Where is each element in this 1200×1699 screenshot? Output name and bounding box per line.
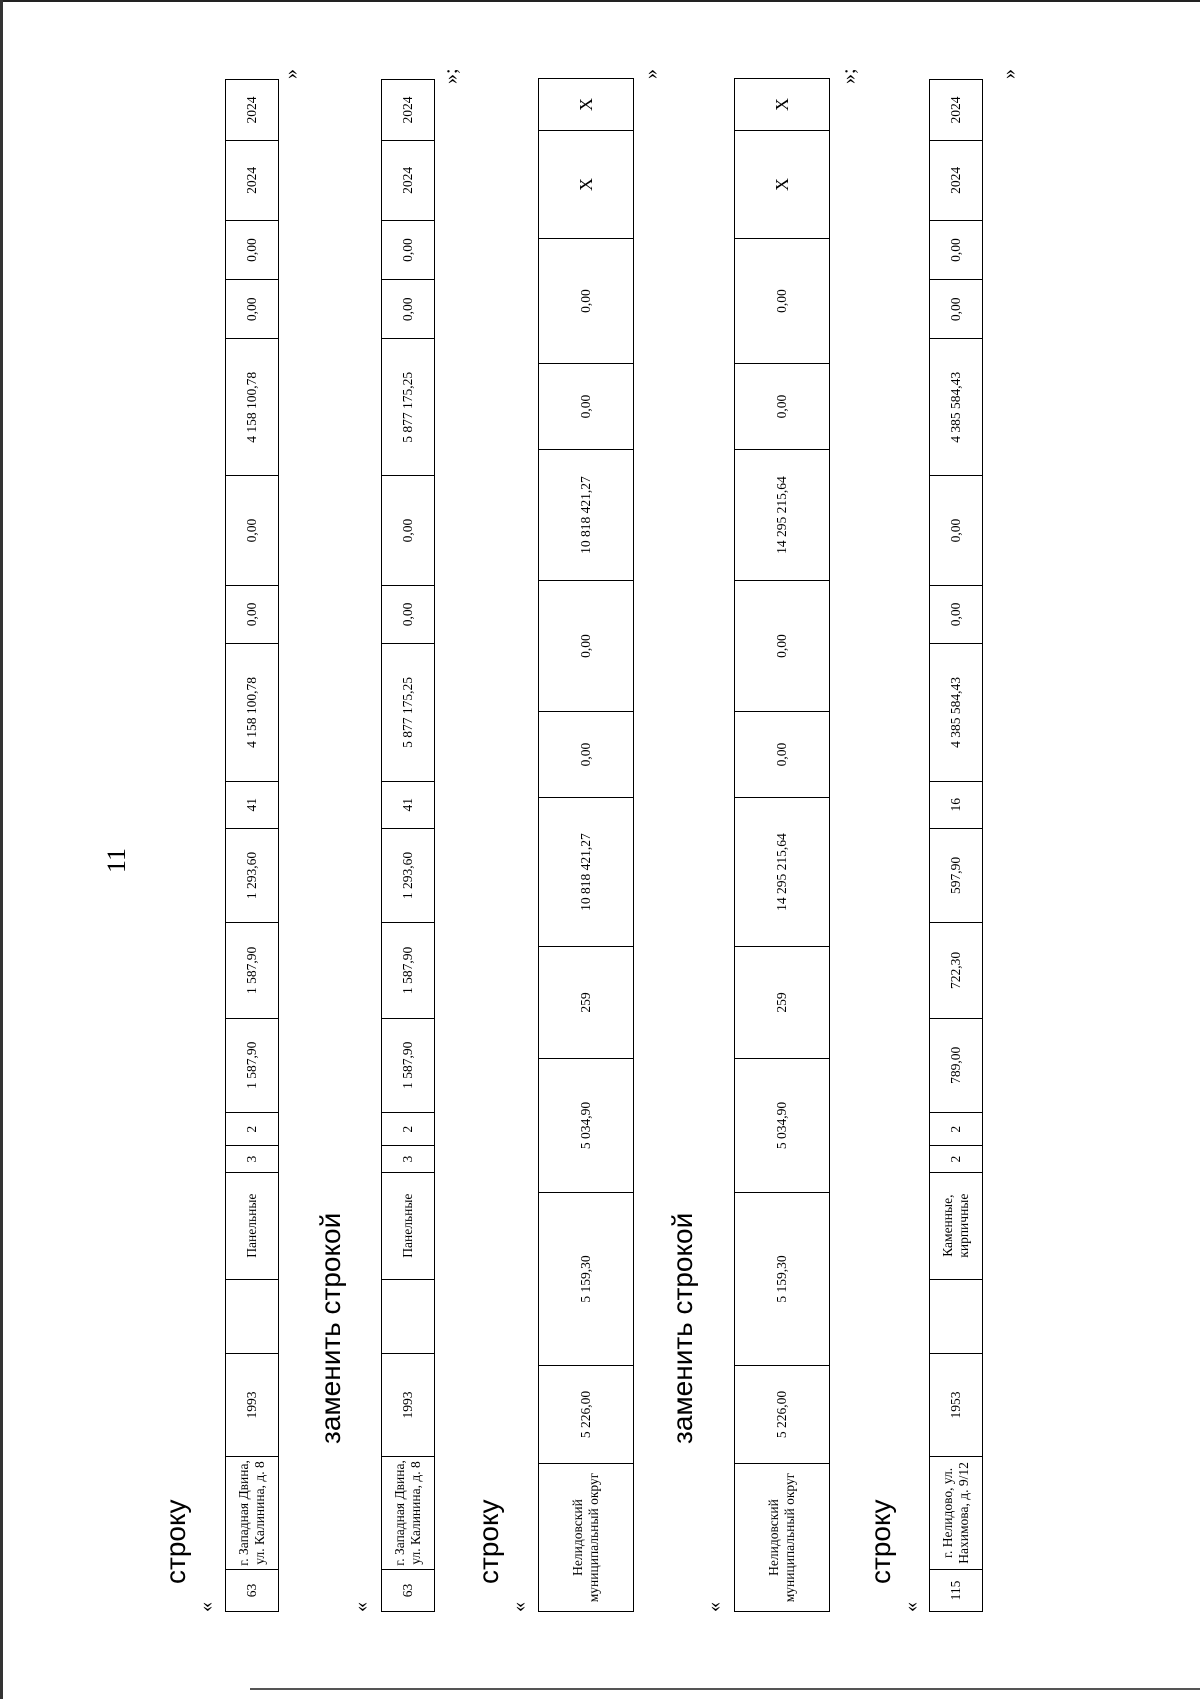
cell-other: 0,00 xyxy=(735,239,830,364)
cell-residents: 41 xyxy=(382,781,435,828)
cell-budget-region: 0,00 xyxy=(930,476,983,585)
cell-area-total: 1 587,90 xyxy=(226,1018,279,1112)
cell-address: г. Нелидово, ул. Нахимова, д. 9/12 xyxy=(930,1456,983,1569)
cell-area-total: 789,00 xyxy=(930,1018,983,1112)
open-quote: « xyxy=(195,1602,217,1612)
cell-year-plan: 2024 xyxy=(382,140,435,220)
cell-owners: 0,00 xyxy=(930,280,983,339)
cell-budget-region: 0,00 xyxy=(735,581,830,712)
cell-cost-total: 4 385 584,43 xyxy=(930,644,983,781)
cell-year-end: 2024 xyxy=(226,80,279,141)
cell-wall-material: Каменные, кирпичные xyxy=(930,1172,983,1279)
close-quote: » xyxy=(998,69,1020,79)
cell-number: 115 xyxy=(930,1570,983,1612)
open-quote: « xyxy=(900,1602,922,1612)
block-label: строку xyxy=(473,1499,504,1584)
cell-budget-municipal: 4 385 584,43 xyxy=(930,339,983,476)
cell-address: г. Западная Двина, ул. Калинина, д. 8 xyxy=(382,1456,435,1569)
cell-area-premises: 5 159,30 xyxy=(735,1193,830,1366)
cell-number: 63 xyxy=(226,1570,279,1612)
cell-year-end: 2024 xyxy=(382,80,435,141)
cell-address: г. Западная Двина, ул. Калинина, д. 8 xyxy=(226,1456,279,1569)
cell-year-plan: 2024 xyxy=(930,140,983,220)
cell-x-mark: X xyxy=(735,131,830,239)
cell-cost-total: 10 818 421,27 xyxy=(539,798,634,947)
cell-wall-material: Панельные xyxy=(226,1172,279,1279)
cell-residents: 16 xyxy=(930,781,983,828)
cell-area-residential: 5 034,90 xyxy=(735,1059,830,1193)
cell-number: 63 xyxy=(382,1570,435,1612)
cell-fund: 0,00 xyxy=(930,585,983,644)
cell-fund: 0,00 xyxy=(735,712,830,798)
cell-area-residential: 5 034,90 xyxy=(539,1059,634,1193)
table-row xyxy=(538,78,634,1612)
cell-year-plan: 2024 xyxy=(226,140,279,220)
cell-budget-region: 0,00 xyxy=(539,581,634,712)
page-number: 11 xyxy=(102,847,131,873)
cell-cost-total: 5 877 175,25 xyxy=(382,644,435,781)
cell-x-mark: X xyxy=(539,131,634,239)
table-row xyxy=(381,79,435,1612)
cell-other: 0,00 xyxy=(930,220,983,280)
table-row xyxy=(929,79,983,1612)
cell-other: 0,00 xyxy=(226,220,279,280)
close-quote: »; xyxy=(838,68,860,84)
table-row xyxy=(734,78,830,1612)
cell-budget-region: 0,00 xyxy=(226,476,279,585)
close-quote: »; xyxy=(440,68,462,84)
cell-other: 0,00 xyxy=(539,239,634,364)
cell-cost-total: 14 295 215,64 xyxy=(735,798,830,947)
cell-entrances: 2 xyxy=(930,1112,983,1146)
cell-area-total: 1 587,90 xyxy=(382,1018,435,1112)
cell-budget-region: 0,00 xyxy=(382,476,435,585)
table-row xyxy=(225,79,279,1612)
cell-budget-municipal: 5 877 175,25 xyxy=(382,339,435,476)
cell-year: 1993 xyxy=(382,1354,435,1457)
cell-year: 1993 xyxy=(226,1354,279,1457)
cell-other: 0,00 xyxy=(382,220,435,280)
cell-wall-material: Панельные xyxy=(382,1172,435,1279)
cell-budget-municipal: 4 158 100,78 xyxy=(226,339,279,476)
open-quote: « xyxy=(508,1602,530,1612)
cell-budget-municipal: 10 818 421,27 xyxy=(539,450,634,581)
cell-area-residential: 1 293,60 xyxy=(382,828,435,922)
cell-residents: 259 xyxy=(539,947,634,1059)
cell-owners: 0,00 xyxy=(382,280,435,339)
block-label: строку xyxy=(160,1499,191,1584)
cell-area-premises: 1 587,90 xyxy=(382,923,435,1018)
cell-x-mark: X xyxy=(539,79,634,131)
open-quote: « xyxy=(350,1602,372,1612)
cell-area-total: 5 226,00 xyxy=(735,1366,830,1464)
cell-residents: 259 xyxy=(735,947,830,1059)
cell-entrances: 2 xyxy=(226,1112,279,1146)
cell-area-premises: 5 159,30 xyxy=(539,1193,634,1366)
cell-x-mark: X xyxy=(735,79,830,131)
cell-floors: 3 xyxy=(382,1146,435,1172)
cell-floors: 2 xyxy=(930,1146,983,1172)
cell-residents: 41 xyxy=(226,781,279,828)
cell-empty xyxy=(930,1279,983,1353)
cell-year: 1953 xyxy=(930,1354,983,1457)
close-quote: » xyxy=(640,69,662,79)
cell-entrances: 2 xyxy=(382,1112,435,1146)
cell-empty xyxy=(226,1279,279,1353)
cell-area-premises: 1 587,90 xyxy=(226,923,279,1018)
cell-cost-total: 4 158 100,78 xyxy=(226,644,279,781)
cell-district: Нелидовский муниципальный округ xyxy=(539,1464,634,1612)
cell-fund: 0,00 xyxy=(382,585,435,644)
cell-year-end: 2024 xyxy=(930,80,983,141)
cell-owners: 0,00 xyxy=(735,364,830,450)
cell-district: Нелидовский муниципальный округ xyxy=(735,1464,830,1612)
cell-floors: 3 xyxy=(226,1146,279,1172)
cell-area-residential: 597,90 xyxy=(930,828,983,922)
cell-budget-municipal: 14 295 215,64 xyxy=(735,450,830,581)
block-label: заменить строкой xyxy=(315,1212,346,1444)
cell-owners: 0,00 xyxy=(226,280,279,339)
cell-fund: 0,00 xyxy=(226,585,279,644)
cell-area-premises: 722,30 xyxy=(930,923,983,1018)
cell-owners: 0,00 xyxy=(539,364,634,450)
cell-area-total: 5 226,00 xyxy=(539,1366,634,1464)
cell-area-residential: 1 293,60 xyxy=(226,828,279,922)
block-label: строку xyxy=(865,1499,896,1584)
open-quote: « xyxy=(703,1602,725,1612)
block-label: заменить строкой xyxy=(667,1212,698,1444)
cell-empty xyxy=(382,1279,435,1353)
close-quote: » xyxy=(280,69,302,79)
cell-fund: 0,00 xyxy=(539,712,634,798)
